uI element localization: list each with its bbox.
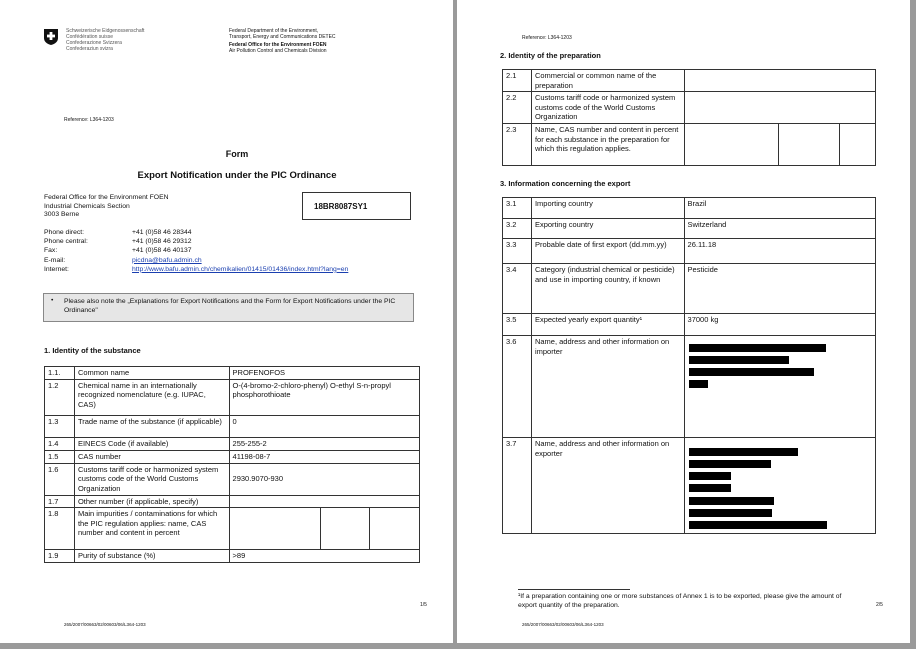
row-value: 0 xyxy=(229,415,419,437)
email-link[interactable]: picdna@bafu.admin.ch xyxy=(132,256,202,264)
contact-block xyxy=(44,229,404,275)
row-label: Name, CAS number and content in percent for each substance in the preparation for which this regulation applies. xyxy=(531,124,684,166)
contact-value: +41 (0)58 46 28344 xyxy=(132,229,192,236)
division-name: Air Pollution Control and Chemicals Division xyxy=(229,48,327,54)
form-title: Form xyxy=(225,149,249,159)
confederation-it: Confederazione Svizzera xyxy=(66,40,122,46)
row-number: 1.1. xyxy=(45,367,75,380)
table-row xyxy=(503,70,876,92)
table-row xyxy=(45,437,420,450)
row-number: 1.2 xyxy=(45,379,75,415)
row-label: Expected yearly export quantity¹ xyxy=(531,314,684,336)
contact-label: Fax: xyxy=(44,247,58,255)
page-number: 1/5 xyxy=(420,602,427,608)
row-number: 3.3 xyxy=(503,239,532,264)
section-3-title: 3. Information concerning the export xyxy=(500,179,631,188)
row-label: Common name xyxy=(74,367,229,380)
contact-label: E-mail: xyxy=(44,256,66,264)
department-header xyxy=(229,28,336,54)
row-number: 1.8 xyxy=(45,508,75,550)
table-row xyxy=(503,198,876,219)
row-number: 3.4 xyxy=(503,264,532,314)
contact-value: +41 (0)58 46 40137 xyxy=(132,247,192,255)
table-row xyxy=(45,415,420,437)
preparation-table xyxy=(502,69,876,166)
empty-cell xyxy=(684,124,779,166)
section-1-title: 1. Identity of the substance xyxy=(44,346,141,355)
confederation-names xyxy=(66,28,144,52)
row-number: 1.3 xyxy=(45,415,75,437)
empty-cell xyxy=(779,124,840,166)
row-number: 1.5 xyxy=(45,450,75,463)
internet-link[interactable]: http://www.bafu.admin.ch/chemikalien/01415/01436/index.html?lang=en xyxy=(132,265,349,273)
row-value xyxy=(229,508,321,550)
row-value: O-(4-bromo-2-chloro-phenyl) O-ethyl S-n-propyl phosphorothioate xyxy=(229,379,419,415)
address-line-2: Industrial Chemicals Section xyxy=(44,202,130,210)
reference-number: Reference: L364-1203 xyxy=(64,117,114,123)
row-number: 2.1 xyxy=(503,70,532,92)
row-number: 2.3 xyxy=(503,124,532,166)
row-number: 3.1 xyxy=(503,198,532,219)
row-value xyxy=(684,70,875,92)
note-box xyxy=(43,293,414,322)
contact-label: Phone direct: xyxy=(44,229,85,236)
row-label: Main impurities / contaminations for which the PIC regulation applies: name, CAS number and content in percent xyxy=(74,508,229,550)
section-2-title: 2. Identity of the preparation xyxy=(500,51,601,60)
contact-value: +41 (0)58 46 29312 xyxy=(132,238,192,246)
swiss-coat-of-arms-icon xyxy=(44,29,58,45)
footnote-separator xyxy=(518,589,630,590)
row-label: Exporting country xyxy=(531,219,684,239)
substance-table xyxy=(44,366,420,563)
row-value: 255-255-2 xyxy=(229,437,419,450)
bullet-icon: • xyxy=(51,297,54,304)
table-row xyxy=(45,495,420,508)
row-number: 1.6 xyxy=(45,463,75,495)
reference-number: Reference: L364-1203 xyxy=(522,35,572,41)
row-number: 1.4 xyxy=(45,437,75,450)
row-value: 37000 kg xyxy=(684,314,875,336)
office-name: Federal Office for the Environment FOEN xyxy=(229,42,327,48)
row-value: PROFENOFOS xyxy=(229,367,419,380)
row-value xyxy=(684,92,875,124)
department-line-1: Federal Department of the Environment, xyxy=(229,28,319,34)
redaction-bar xyxy=(689,460,771,468)
row-number: 3.2 xyxy=(503,219,532,239)
document-page-1 xyxy=(0,0,453,643)
table-row xyxy=(503,314,876,336)
row-label: CAS number xyxy=(74,450,229,463)
foen-address xyxy=(44,194,169,220)
row-value: >89 xyxy=(229,550,419,563)
address-line-1: Federal Office for the Environment FOEN xyxy=(44,194,169,201)
footnote-text: ¹If a preparation containing one or more substances of Annex 1 is to be exported, please give the amount of export quantity of the preparation. xyxy=(518,593,842,609)
row-label: Customs tariff code or harmonized system customs code of the World Customs Organization xyxy=(74,463,229,495)
confederation-rm: Confederaziun svizra xyxy=(66,46,113,52)
row-number: 1.9 xyxy=(45,550,75,563)
note-text: Please also note the „Explanations for Export Notifications and the Form for Export Notifications under the PIC Ordinance" xyxy=(64,298,396,314)
redaction-bar xyxy=(689,344,826,352)
row-label: Purity of substance (%) xyxy=(74,550,229,563)
confederation-de: Schweizerische Eidgenossenschaft xyxy=(66,28,145,34)
page-number: 2/5 xyxy=(876,602,883,608)
row-number: 3.5 xyxy=(503,314,532,336)
footer-code: 265/2007/00663/02/00603/06/L364-1203 xyxy=(522,622,604,627)
row-label: Name, address and other information on importer xyxy=(531,336,684,438)
row-label: Importing country xyxy=(531,198,684,219)
redaction-bar xyxy=(689,521,827,529)
contact-row xyxy=(44,238,404,247)
row-number: 2.2 xyxy=(503,92,532,124)
row-label: Probable date of first export (dd.mm.yy) xyxy=(531,239,684,264)
contact-row xyxy=(44,229,404,238)
contact-label: Internet: xyxy=(44,265,69,273)
row-value: Brazil xyxy=(684,198,875,219)
contact-label: Phone central: xyxy=(44,238,88,246)
row-label: Commercial or common name of the preparation xyxy=(531,70,684,92)
redaction-bar xyxy=(689,448,798,456)
contact-row xyxy=(44,247,404,256)
table-row xyxy=(45,508,420,550)
row-value: 26.11.18 xyxy=(684,239,875,264)
table-row xyxy=(503,92,876,124)
footer-code: 265/2007/00663/02/00603/06/L364-1203 xyxy=(64,622,146,627)
table-row xyxy=(503,124,876,166)
department-line-2: Transport, Energy and Communications DETEC xyxy=(229,34,336,40)
contact-row xyxy=(44,257,404,266)
notification-id-box: 18BR8087SY1 xyxy=(302,192,411,220)
row-value: Pesticide xyxy=(684,264,875,314)
empty-cell xyxy=(840,124,876,166)
row-value: Switzerland xyxy=(684,219,875,239)
redaction-bar xyxy=(689,497,774,505)
row-value xyxy=(229,495,419,508)
redaction-bar xyxy=(689,472,731,480)
redaction-bar xyxy=(689,368,814,376)
row-value: 41198-08-7 xyxy=(229,450,419,463)
row-number: 1.7 xyxy=(45,495,75,508)
redaction-bar xyxy=(689,509,772,517)
redaction-bar xyxy=(689,484,731,492)
table-row xyxy=(503,239,876,264)
empty-cell xyxy=(370,508,420,550)
address-line-3: 3003 Berne xyxy=(44,211,80,218)
table-row xyxy=(503,219,876,239)
form-subtitle: Export Notification under the PIC Ordinance xyxy=(137,170,337,181)
row-label: Category (industrial chemical or pesticide) and use in importing country, if known xyxy=(531,264,684,314)
row-label: Chemical name in an internationally recognized nomenclature (e.g. IUPAC, CAS) xyxy=(74,379,229,415)
contact-row xyxy=(44,266,404,275)
confederation-fr: Confédération suisse xyxy=(66,34,113,40)
row-label: Other number (if applicable, specify) xyxy=(74,495,229,508)
row-number: 3.7 xyxy=(503,438,532,534)
table-row xyxy=(503,264,876,314)
redaction-bar xyxy=(689,380,708,388)
empty-cell xyxy=(321,508,370,550)
table-row xyxy=(45,367,420,380)
table-row xyxy=(45,463,420,495)
document-page-2 xyxy=(457,0,910,643)
table-row xyxy=(45,550,420,563)
row-label: EINECS Code (if available) xyxy=(74,437,229,450)
row-number: 3.6 xyxy=(503,336,532,438)
table-row xyxy=(45,450,420,463)
table-row xyxy=(45,379,420,415)
redaction-bar xyxy=(689,356,789,364)
row-label: Name, address and other information on exporter xyxy=(531,438,684,534)
row-value: 2930.9070-930 xyxy=(229,463,419,495)
row-label: Customs tariff code or harmonized system customs code of the World Customs Organization xyxy=(531,92,684,124)
row-label: Trade name of the substance (if applicable) xyxy=(74,415,229,437)
